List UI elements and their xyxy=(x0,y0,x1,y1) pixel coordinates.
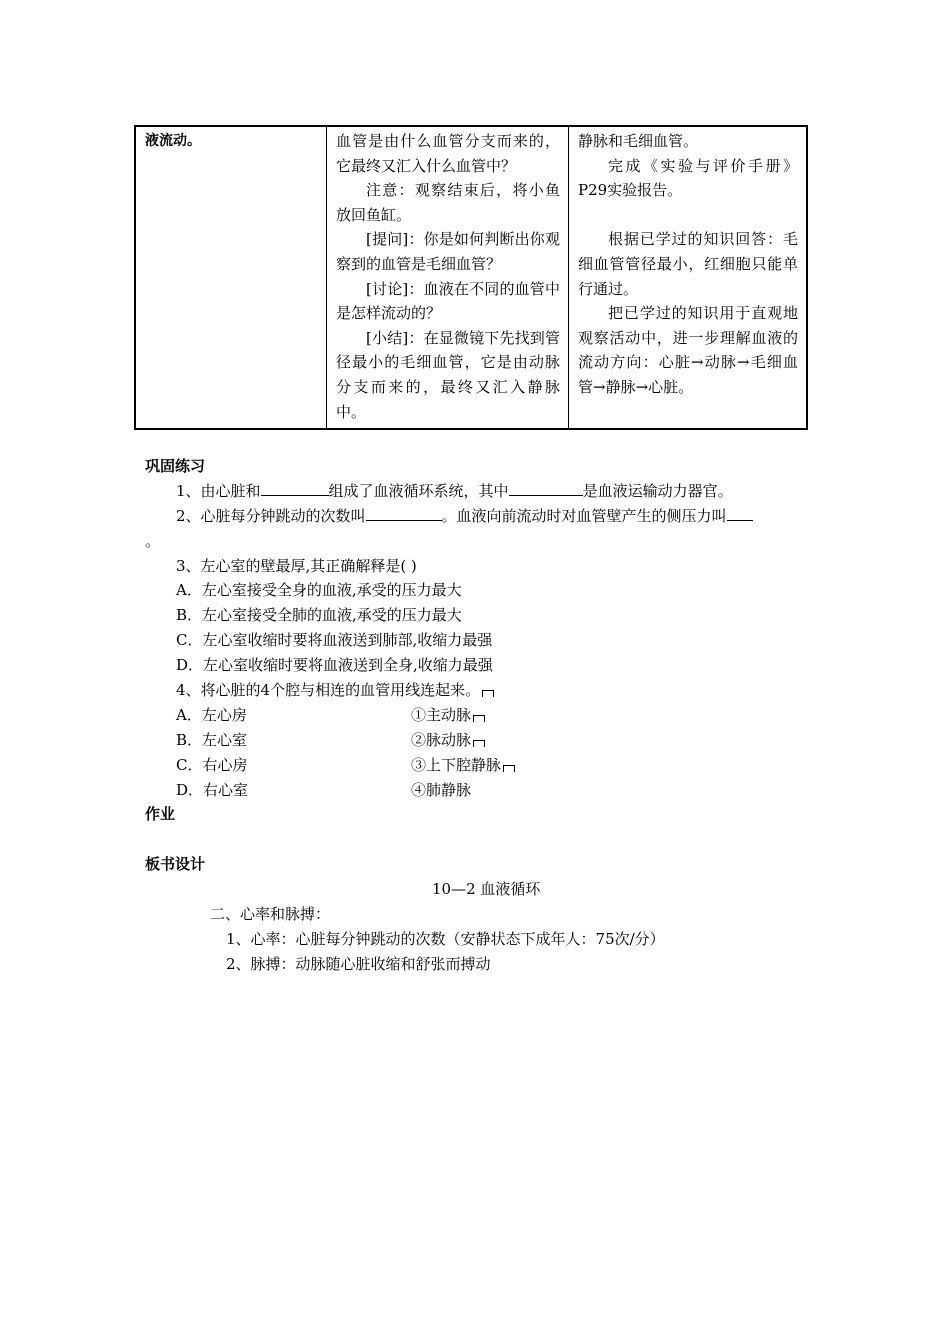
question-text: 。血液向前流动时对血管壁产生的侧压力叫 xyxy=(441,507,727,525)
question-text: 组成了血液循环系统，其中 xyxy=(328,482,509,500)
match-left-a: A．左心房 xyxy=(176,706,247,724)
teacher-text: [讨论]：血液在不同的血管中是怎样流动的？ xyxy=(336,279,560,323)
question-1 xyxy=(176,480,733,501)
option-b: B．左心室接受全肺的血液,承受的压力最大 xyxy=(176,606,462,624)
answer-blank xyxy=(261,480,329,496)
practice-heading: 巩固练习 xyxy=(145,457,206,475)
match-right-3 xyxy=(411,754,515,775)
step-text: 液流动。 xyxy=(145,133,201,149)
option-d: D．左心室收缩时要将血液送到全身,收缩力最强 xyxy=(176,656,493,674)
answer-blank xyxy=(366,505,442,521)
match-text: ①主动脉 xyxy=(411,706,472,724)
teacher-text: 血管是由什么血管分支而来的，它最终又汇入什么血管中？ xyxy=(336,132,560,175)
board-section: 二、心率和脉搏： xyxy=(210,905,331,923)
student-text: 静脉和毛细血管。 xyxy=(578,132,699,150)
match-text: ②脉动脉 xyxy=(411,731,472,749)
board-item: 1、心率：心脏每分钟跳动的次数（安静状态下成年人：75次/分） xyxy=(226,930,665,948)
table-cell-student xyxy=(569,126,808,429)
lesson-table xyxy=(134,125,808,430)
question-4 xyxy=(176,679,494,700)
student-text: 完成《实验与评价手册》P29实验报告。 xyxy=(578,156,798,200)
question-2 xyxy=(176,505,753,526)
option-c: C．左心室收缩时要将血液送到肺部,收缩力最强 xyxy=(176,631,493,649)
table-cell-teacher xyxy=(327,126,569,429)
match-left-d: D．右心室 xyxy=(176,781,249,799)
match-left-b: B．左心室 xyxy=(176,731,248,749)
table-row xyxy=(135,126,807,429)
match-text: ④肺静脉 xyxy=(411,781,472,799)
board-item: 2、脉搏：动脉随心脏收缩和舒张而搏动 xyxy=(226,955,491,973)
match-right-1 xyxy=(411,704,485,725)
homework-heading: 作业 xyxy=(145,805,176,823)
student-text: 把已学过的知识用于直观地观察活动中，进一步理解血液的流动方向：心脏→动脉→毛细血管→静脉→心脏。 xyxy=(578,304,798,396)
student-text: 根据已学过的知识回答：毛细血管管径最小，红细胞只能单行通过。 xyxy=(578,230,798,298)
teacher-text: 注意：观察结束后，将小鱼放回鱼缸。 xyxy=(336,181,560,224)
mark-icon xyxy=(482,690,494,697)
question-text: 4、将心脏的4个腔与相连的血管用线连起来。 xyxy=(176,681,481,699)
question-2-end: 。 xyxy=(145,532,161,550)
teacher-text: [提问]：你是如何判断出你观察到的血管是毛细血管？ xyxy=(336,230,560,273)
mark-icon xyxy=(473,715,485,722)
mark-icon xyxy=(503,765,515,772)
question-text: 2、心脏每分钟跳动的次数叫 xyxy=(176,507,366,525)
match-right-4 xyxy=(411,779,471,800)
match-left-c: C．右心房 xyxy=(176,756,248,774)
board-center-title: 10—2 血液循环 xyxy=(432,880,541,898)
match-right-2 xyxy=(411,729,485,750)
option-a: A．左心室接受全身的血液,承受的压力最大 xyxy=(176,581,462,599)
spacer xyxy=(578,203,798,228)
table-cell-step xyxy=(135,126,327,429)
answer-blank xyxy=(727,505,753,521)
teacher-text: [小结]：在显微镜下先找到管径最小的毛细血管，它是由动脉分支而来的，最终又汇入静脉中。 xyxy=(336,328,560,421)
board-heading: 板书设计 xyxy=(145,855,206,873)
match-text: ③上下腔静脉 xyxy=(411,756,502,774)
mark-icon xyxy=(473,740,485,747)
question-text: 是血液运输动力器官。 xyxy=(582,482,733,500)
question-text: 1、由心脏和 xyxy=(176,482,261,500)
answer-blank xyxy=(509,480,583,496)
question-3: 3、左心室的壁最厚,其正确解释是( ) xyxy=(176,557,417,575)
